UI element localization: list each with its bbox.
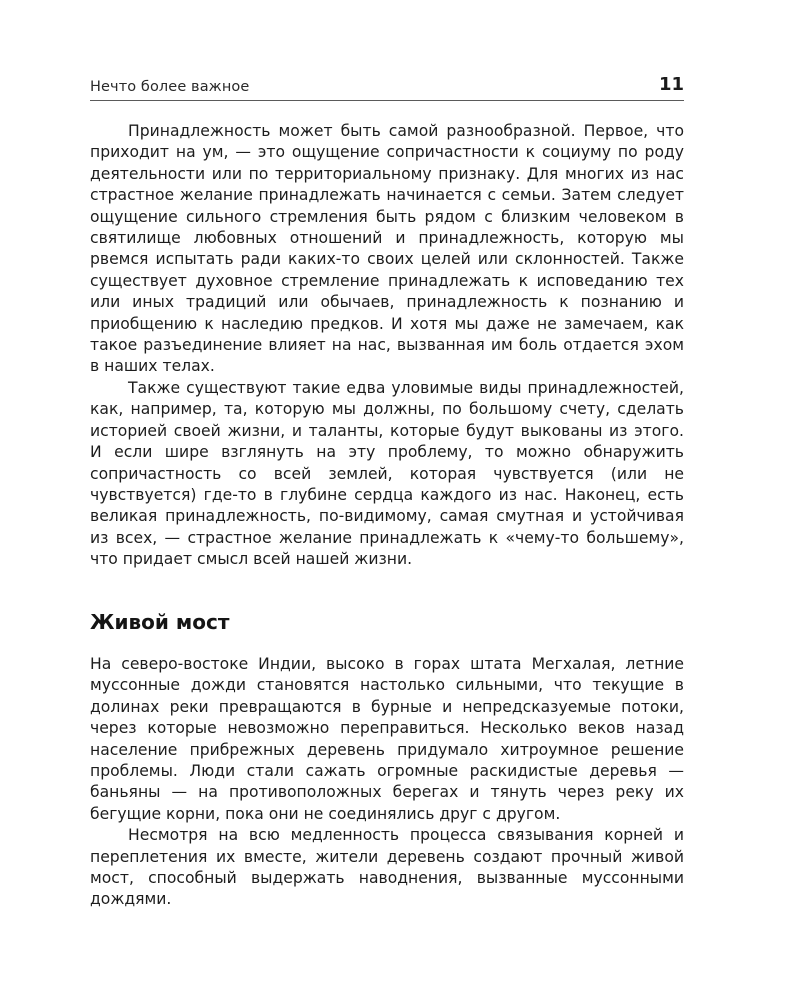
section-heading: Живой мост (90, 610, 230, 634)
page-number: 11 (658, 74, 684, 95)
paragraph-belonging-kinds: Принадлежность может быть самой разнообразной. Первое, что приходит на ум, — это ощущение сопричастности к социуму по роду деятельности или по территориальному признаку. Для многих из нас страстное желание принадлежать начинается с семьи. Затем следует ощущение сильного стремления быть рядом с близким человеком в святилище любовных отношений и принадлежность, которую мы рвемся испытать ради каких-то своих целей или склонностей. Также существует духовное стремление принадлежать к исповеданию тех или иных традиций или обычаев, принадлежность к познанию и приобщению к наследию предков. И хотя мы даже не замечаем, как такое разъединение влияет на нас, вызванная им боль отдается эхом в наших телах. (90, 122, 684, 376)
paragraph-meghalaya: На северо-востоке Индии, высоко в горах штата Мегхалая, летние муссонные дожди становятся настолько сильными, что текущие в долинах реки превращаются в бурные и непредсказуемые потоки, через которые невозможно переправиться. Несколько веков назад население прибрежных деревень придумало хитроумное решение проблемы. Люди стали сажать огромные раскидистые деревья — баньяны — на противоположных берегах и тянуть через реку их бегущие корни, пока они не соединялись друг с другом. (90, 655, 684, 823)
intro-text (90, 121, 684, 571)
paragraph-living-bridge: Несмотря на всю медленность процесса связывания корней и переплетения их вместе, жители деревень создают прочный живой мост, способный выдержать наводнения, вызванные муссонными дождями. (90, 826, 684, 909)
section-text (90, 654, 684, 911)
running-title: Нечто более важное (90, 79, 250, 95)
running-header (90, 74, 684, 101)
book-page (90, 0, 684, 1000)
paragraph-subtle-belonging: Также существуют такие едва уловимые виды принадлежностей, как, например, та, которую мы должны, по большому счету, сделать историей своей жизни, и таланты, которые будут выкованы из этого. И если шире взглянуть на эту проблему, то можно обнаружить сопричастность со всей землей, которая чувствуется (или не чувствуется) где-то в глубине сердца каждого из нас. Наконец, есть великая принадлежность, по-видимому, самая смутная и устойчивая из всех, — страстное желание принадлежать к «чему-то большему», что придает смысл всей нашей жизни. (90, 378, 684, 569)
